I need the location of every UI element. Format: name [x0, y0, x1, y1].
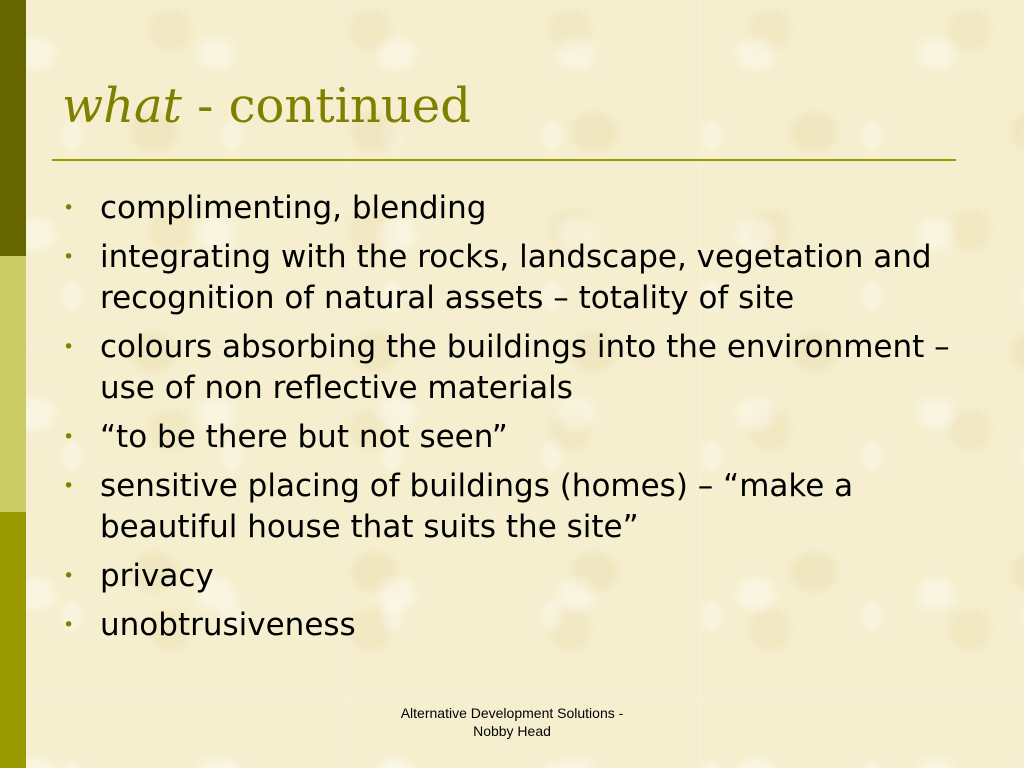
side-band-olive: [0, 512, 26, 768]
bullet-item: [60, 556, 960, 597]
slide-title: [62, 78, 471, 134]
bullet-text: integrating with the rocks, landscape, vegetation and recognition of natural assets – totality of site: [100, 239, 932, 316]
bullet-list: [60, 188, 960, 654]
bullet-item: [60, 237, 960, 319]
bullet-icon: •: [63, 565, 75, 587]
bullet-item: [60, 327, 960, 409]
bullet-text: sensitive placing of buildings (homes) – “make a beautiful house that suits the site”: [100, 468, 854, 545]
bullet-icon: •: [63, 246, 75, 268]
bullet-item: [60, 605, 960, 646]
bullet-icon: •: [63, 614, 75, 636]
slide-title-rest: - continued: [181, 78, 471, 134]
side-band-dark: [0, 0, 26, 256]
bullet-item: [60, 417, 960, 458]
footer-line: Alternative Development Solutions -: [400, 705, 624, 721]
slide-footer: [370, 704, 654, 740]
bullet-text: privacy: [100, 558, 214, 594]
bullet-text: complimenting, blending: [100, 190, 487, 226]
bullet-text: colours absorbing the buildings into the environment – use of non reflective materials: [100, 329, 950, 406]
side-band-light: [0, 256, 26, 512]
title-divider: [52, 159, 956, 161]
bullet-icon: •: [63, 426, 75, 448]
bullet-icon: •: [63, 475, 75, 497]
bullet-icon: •: [63, 336, 75, 358]
slide-title-emphasis: what: [62, 78, 182, 134]
bullet-icon: •: [63, 197, 75, 219]
bullet-item: [60, 188, 960, 229]
bullet-item: [60, 466, 960, 548]
bullet-text: “to be there but not seen”: [100, 419, 508, 455]
footer-line: Nobby Head: [473, 723, 551, 739]
bullet-text: unobtrusiveness: [100, 607, 356, 643]
